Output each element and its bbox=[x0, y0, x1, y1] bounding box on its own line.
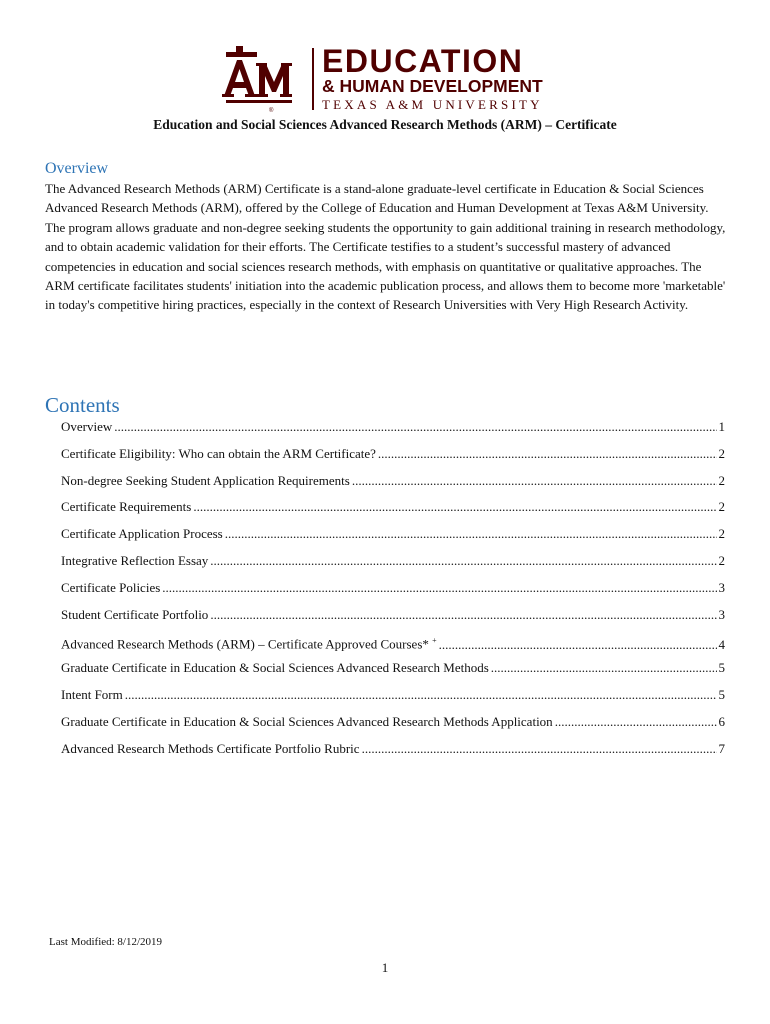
toc-entry-title[interactable]: Graduate Certificate in Education & Social Sciences Advanced Research Methods Application bbox=[61, 713, 553, 729]
logo-college-name: EDUCATION bbox=[322, 43, 524, 79]
toc-dot-leader bbox=[114, 418, 716, 436]
toc-entry-superscript: + bbox=[432, 636, 437, 646]
logo-university-name: TEXAS A&M UNIVERSITY bbox=[322, 97, 543, 112]
toc-dot-leader bbox=[210, 552, 716, 570]
toc-entry-approved-courses[interactable] bbox=[61, 632, 725, 659]
toc-page-number[interactable]: 2 bbox=[718, 472, 725, 488]
toc-dot-leader bbox=[555, 713, 717, 731]
toc-entry-portfolio-rubric[interactable] bbox=[61, 740, 725, 767]
toc-dot-leader bbox=[491, 659, 717, 677]
toc-dot-leader bbox=[378, 445, 717, 463]
toc-entry-title[interactable]: Integrative Reflection Essay bbox=[61, 552, 209, 568]
last-modified-note: Last Modified: 8/12/2019 bbox=[49, 936, 163, 948]
logo-college-subname: & HUMAN DEVELOPMENT bbox=[322, 76, 543, 96]
atm-logo-icon bbox=[222, 44, 302, 116]
toc-page-number[interactable]: 2 bbox=[718, 526, 725, 542]
svg-text:®: ® bbox=[269, 108, 274, 114]
toc-dot-leader bbox=[352, 472, 717, 490]
toc-entry-application-process[interactable] bbox=[61, 525, 725, 552]
toc-dot-leader bbox=[193, 498, 716, 516]
toc-entry-title[interactable]: Certificate Policies bbox=[61, 579, 161, 595]
toc-dot-leader bbox=[162, 579, 716, 597]
toc-entry-title[interactable]: Intent Form bbox=[61, 686, 123, 702]
overview-paragraph: The Advanced Research Methods (ARM) Certificate is a stand-alone graduate-level certificate in Education & Social Sciences Advanced Research Methods (ARM), offered by the College of Education and Human Development at Texas A&M University. The program allows graduate and non-degree seeking students the opportunity to gain additional training in research methodology, and to obtain academic validation for their efforts. The Certificate testifies to a student’s successful mastery of advanced competencies in education and social sciences research methods, with emphasis on quantitative or qualitative approaches. The ARM certificate facilitates students' initiation into the academic publication process, and allows them to become more 'marketable' in today's competitive hiring practices, especially in the context of Research Universities with Very High Research Activity. bbox=[45, 181, 726, 313]
toc-page-number[interactable]: 2 bbox=[718, 445, 725, 461]
toc-page-number[interactable]: 5 bbox=[718, 660, 725, 676]
toc-entry-title[interactable]: Overview bbox=[61, 419, 113, 434]
toc-entry-title[interactable]: Certificate Application Process bbox=[61, 526, 223, 542]
toc-page-number[interactable]: 1 bbox=[718, 419, 725, 434]
toc-entry-title[interactable]: Student Certificate Portfolio bbox=[61, 606, 209, 622]
toc-entry-certificate-application[interactable] bbox=[61, 713, 725, 740]
toc-page-number[interactable]: 2 bbox=[718, 552, 725, 568]
toc-page-number[interactable]: 3 bbox=[718, 606, 725, 622]
toc-entry-title[interactable]: Advanced Research Methods Certificate Portfolio Rubric bbox=[61, 740, 360, 756]
toc-entry-title[interactable]: Graduate Certificate in Education & Social Sciences Advanced Research Methods bbox=[61, 660, 489, 676]
toc-entry-title[interactable]: Non-degree Seeking Student Application Requirements bbox=[61, 472, 350, 488]
toc-entry-reflection-essay[interactable] bbox=[61, 552, 725, 579]
toc-entry-overview[interactable] bbox=[61, 418, 725, 445]
page-number: 1 bbox=[381, 960, 389, 975]
toc-dot-leader bbox=[362, 740, 717, 758]
document-title: Education and Social Sciences Advanced Research Methods (ARM) – Certificate bbox=[153, 117, 617, 132]
toc-entry-title[interactable]: Certificate Requirements bbox=[61, 499, 192, 515]
table-of-contents bbox=[61, 418, 725, 766]
toc-page-number[interactable]: 3 bbox=[718, 579, 725, 595]
toc-dot-leader bbox=[125, 686, 717, 704]
toc-page-number[interactable]: 7 bbox=[718, 740, 725, 756]
contents-heading: Contents bbox=[45, 393, 120, 417]
overview-heading: Overview bbox=[45, 160, 109, 177]
toc-entry-title[interactable] bbox=[61, 632, 437, 653]
toc-entry-eligibility[interactable] bbox=[61, 445, 725, 472]
toc-page-number[interactable]: 4 bbox=[718, 636, 725, 652]
toc-entry-title[interactable]: Certificate Eligibility: Who can obtain the ARM Certificate? bbox=[61, 445, 376, 461]
toc-dot-leader bbox=[439, 636, 717, 654]
toc-page-number[interactable]: 6 bbox=[718, 713, 725, 729]
toc-entry-title-text[interactable]: Advanced Research Methods (ARM) – Certificate Approved Courses* bbox=[61, 636, 429, 652]
toc-page-number[interactable]: 5 bbox=[718, 686, 725, 702]
toc-entry-certificate-requirements[interactable] bbox=[61, 498, 725, 525]
toc-dot-leader bbox=[225, 525, 717, 543]
toc-entry-non-degree-requirements[interactable] bbox=[61, 472, 725, 499]
toc-entry-student-portfolio[interactable] bbox=[61, 606, 725, 633]
toc-page-number[interactable]: 2 bbox=[718, 499, 725, 515]
toc-entry-graduate-certificate[interactable] bbox=[61, 659, 725, 686]
toc-entry-certificate-policies[interactable] bbox=[61, 579, 725, 606]
toc-entry-intent-form[interactable] bbox=[61, 686, 725, 713]
college-logo bbox=[222, 44, 562, 116]
toc-dot-leader bbox=[210, 606, 716, 624]
logo-divider bbox=[312, 48, 314, 110]
